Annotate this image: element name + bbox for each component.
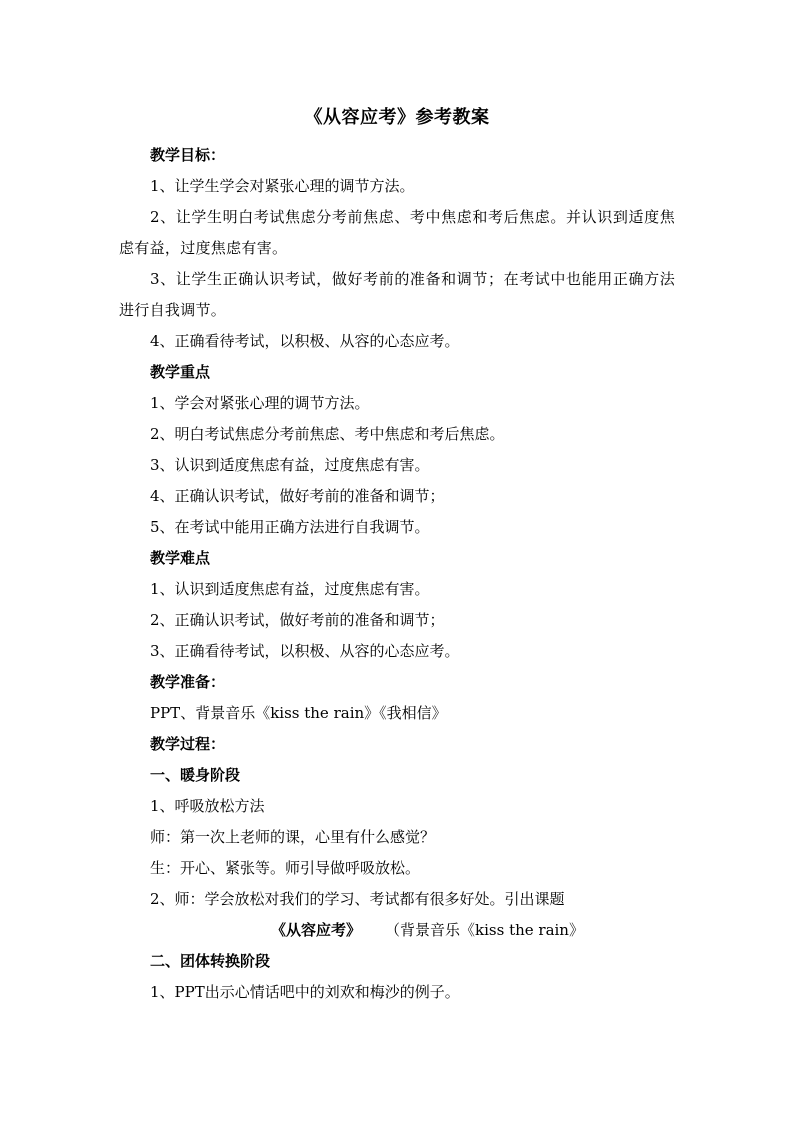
document-title: 《从容应考》参考教案	[304, 107, 490, 128]
topic-line	[119, 915, 675, 946]
objective-item: 1、让学生学会对紧张心理的调节方法。	[150, 177, 415, 195]
objective-item: 2、让学生明白考试焦虑分考前焦虑、考中焦虑和考后焦虑。并认识到适度焦虑有益，过度焦虑有害。	[119, 208, 675, 257]
stage1-line: 1、呼吸放松方法	[150, 797, 265, 815]
stage1-line: 师：第一次上老师的课，心里有什么感觉？	[150, 828, 436, 846]
key-point-item: 2、明白考试焦虑分考前焦虑、考中焦虑和考后焦虑。	[150, 425, 505, 443]
key-point-item: 1、学会对紧张心理的调节方法。	[150, 394, 370, 412]
key-point-item: 3、认识到适度焦虑有益，过度焦虑有害。	[150, 456, 430, 474]
key-point-item: 5、在考试中能用正确方法进行自我调节。	[150, 518, 430, 536]
key-points-heading: 教学重点	[150, 363, 211, 381]
difficulties-heading: 教学难点	[150, 549, 211, 567]
stage2-heading: 二、团体转换阶段	[150, 952, 271, 970]
difficulty-item: 2、正确认识考试，做好考前的准备和调节；	[150, 611, 445, 629]
stage1-heading: 一、暖身阶段	[150, 766, 241, 784]
preparation-heading: 教学准备：	[150, 673, 226, 691]
document-body	[119, 140, 675, 1008]
objective-item: 4、正确看待考试，以积极、从容的心态应考。	[150, 332, 460, 350]
process-heading: 教学过程：	[150, 735, 226, 753]
difficulty-item: 3、正确看待考试，以积极、从容的心态应考。	[150, 642, 460, 660]
topic-title: 《从容应考》	[271, 921, 362, 939]
stage2-line: 1、PPT出示心情话吧中的刘欢和梅沙的例子。	[150, 983, 460, 1001]
objective-item: 3、让学生正确认识考试，做好考前的准备和调节；在考试中也能用正确方法进行自我调节。	[119, 270, 675, 319]
key-point-item: 4、正确认识考试，做好考前的准备和调节；	[150, 487, 445, 505]
topic-music: （背景音乐《kiss the rain》	[385, 921, 584, 939]
stage1-line: 2、师：学会放松对我们的学习、考试都有很多好处。引出课题	[150, 890, 565, 908]
stage1-line: 生：开心、紧张等。师引导做呼吸放松。	[150, 859, 421, 877]
preparation-text: PPT、背景音乐《kiss the rain》《我相信》	[150, 704, 447, 722]
objectives-heading: 教学目标：	[150, 146, 226, 164]
difficulty-item: 1、认识到适度焦虑有益，过度焦虑有害。	[150, 580, 430, 598]
